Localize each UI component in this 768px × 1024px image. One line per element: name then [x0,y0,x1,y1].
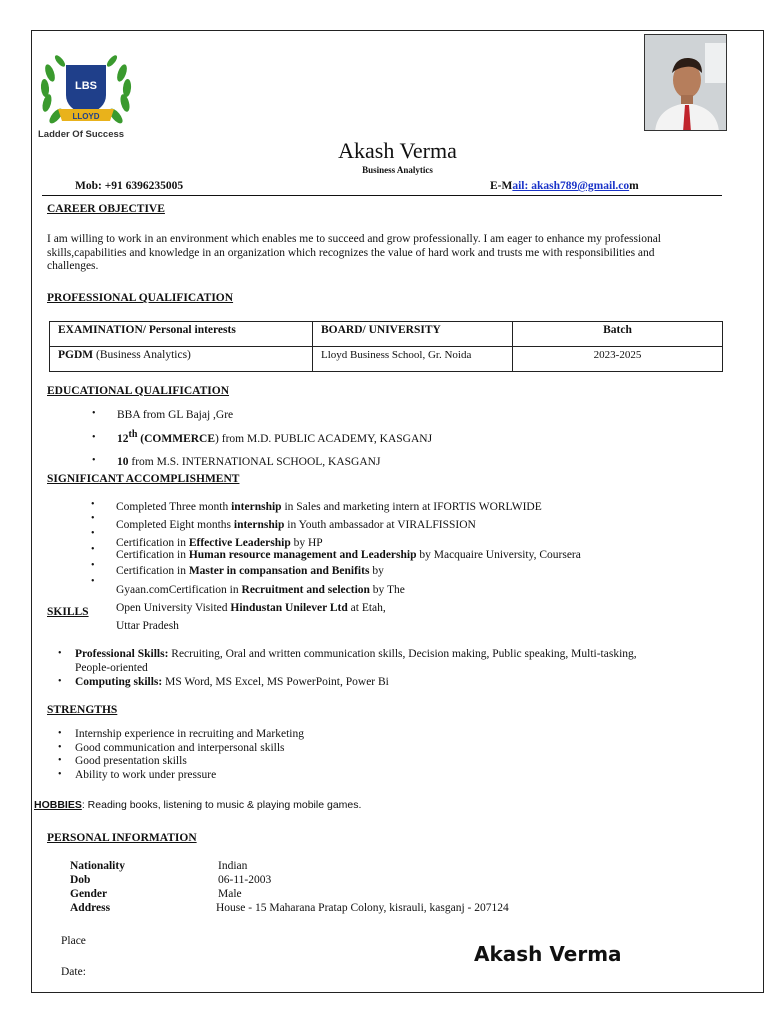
address-label: Address [70,902,111,914]
bullet: • [91,576,95,587]
place-label: Place [61,935,86,947]
bullet: • [91,513,95,524]
header-examination: EXAMINATION/ Personal interests [50,322,313,347]
header-divider [42,195,722,196]
professional-qualification-heading: PROFESSIONAL QUALIFICATION [47,292,234,304]
strengths-heading: STRENGTHS [47,704,118,716]
bullet: • [58,728,62,739]
professional-skills-cont: People-oriented [75,662,148,674]
nationality-value: Indian [218,860,248,872]
accomplishment-line-4: Certification in Human resource management and Leadership by Macquaire University, Coursera [116,549,581,561]
career-objective-text: I am willing to work in an environment which enables me to succeed and grow professionally. I am eager to enhance my professional skills,capabilities and knowledge in an organization which recognizes the value of hard work and trusts me with responsibilities and challenges. [47,233,661,272]
hobbies: HOBBIES: Reading books, listening to music & playing mobile games. [34,799,362,811]
personal-information-heading: PERSONAL INFORMATION [47,832,197,844]
computing-skills: Computing skills: MS Word, MS Excel, MS PowerPoint, Power Bi [75,676,389,688]
accomplishment-line-7: Open University Visited Hindustan Unilever Ltd at Etah, [116,602,386,614]
table-header-row [50,322,723,347]
date-label: Date: [61,966,86,978]
cell-examination: PGDM (Business Analytics) [50,347,313,372]
svg-text:LLOYD: LLOYD [72,112,100,121]
candidate-name: Akash Verma [338,138,457,163]
gender-label: Gender [70,888,108,900]
header-batch: Batch [513,322,723,347]
bullet: • [91,560,95,571]
bullet: • [92,408,96,419]
bullet: • [91,544,95,555]
accomplishment-line-5: Certification in Master in compansation and Benifits by [116,565,384,577]
education-item-10th: 10 from M.S. INTERNATIONAL SCHOOL, KASGANJ [117,456,381,468]
header-board: BOARD/ UNIVERSITY [313,322,513,347]
bullet: • [91,528,95,539]
bullet: • [58,769,62,780]
gender-value: Male [218,888,242,900]
strength-item: Good communication and interpersonal skills [75,742,285,754]
profile-photo [644,34,727,131]
email-suffix: m [629,180,639,192]
bullet: • [58,742,62,753]
address-value: House - 15 Maharana Pratap Colony, kisrauli, kasganj - 207124 [216,902,509,914]
cell-batch: 2023-2025 [513,347,723,372]
bullet: • [92,432,96,443]
email-prefix: E-M [490,180,513,192]
email-link[interactable]: ail: akash789@gmail.co [512,180,630,192]
qualification-table [49,321,723,372]
logo-tagline: Ladder Of Success [38,129,125,140]
candidate-role: Business Analytics [362,165,433,175]
resume-page [31,30,764,993]
bullet: • [58,676,62,687]
dob-value: 06-11-2003 [218,874,272,886]
education-item-bba: BBA from GL Bajaj ,Gre [117,409,234,421]
svg-text:LBS: LBS [75,80,97,92]
email [490,180,639,192]
lbs-logo [36,43,136,141]
accomplishment-line-2: Completed Eight months internship in Youth ambassador at VIRALFISSION [116,519,476,531]
educational-qualification-heading: EDUCATIONAL QUALIFICATION [47,385,230,397]
accomplishment-line-6: Gyaan.comCertification in Recruitment and selection by The [116,584,405,596]
mobile-number: Mob: +91 6396235005 [75,180,184,192]
accomplishment-line-8: Uttar Pradesh [116,620,179,632]
strength-item: Good presentation skills [75,755,187,767]
education-item-12th: 12th (COMMERCE) from M.D. PUBLIC ACADEMY, KASGANJ [117,429,433,445]
accomplishment-heading: SIGNIFICANT ACCOMPLISHMENT [47,473,240,485]
professional-skills: Professional Skills: Recruiting, Oral and written communication skills, Decision making, Public speaking, Multi-tasking, [75,648,637,660]
dob-label: Dob [70,874,91,886]
table-row [50,347,723,372]
bullet: • [92,455,96,466]
nationality-label: Nationality [70,860,125,872]
strength-item: Internship experience in recruiting and Marketing [75,728,304,740]
accomplishment-line-1: Completed Three month internship in Sales and marketing intern at IFORTIS WORLWIDE [116,501,542,513]
skills-heading: SKILLS [47,606,89,618]
strength-item: Ability to work under pressure [75,769,217,781]
career-objective-heading: CAREER OBJECTIVE [47,203,165,215]
bullet: • [58,648,62,659]
bullet: • [91,499,95,510]
cell-board: Lloyd Business School, Gr. Noida [313,347,513,372]
signature-name: Akash Verma [474,942,622,966]
bullet: • [58,755,62,766]
accomplishment-line-3: Certification in Effective Leadership by HP [116,537,323,549]
